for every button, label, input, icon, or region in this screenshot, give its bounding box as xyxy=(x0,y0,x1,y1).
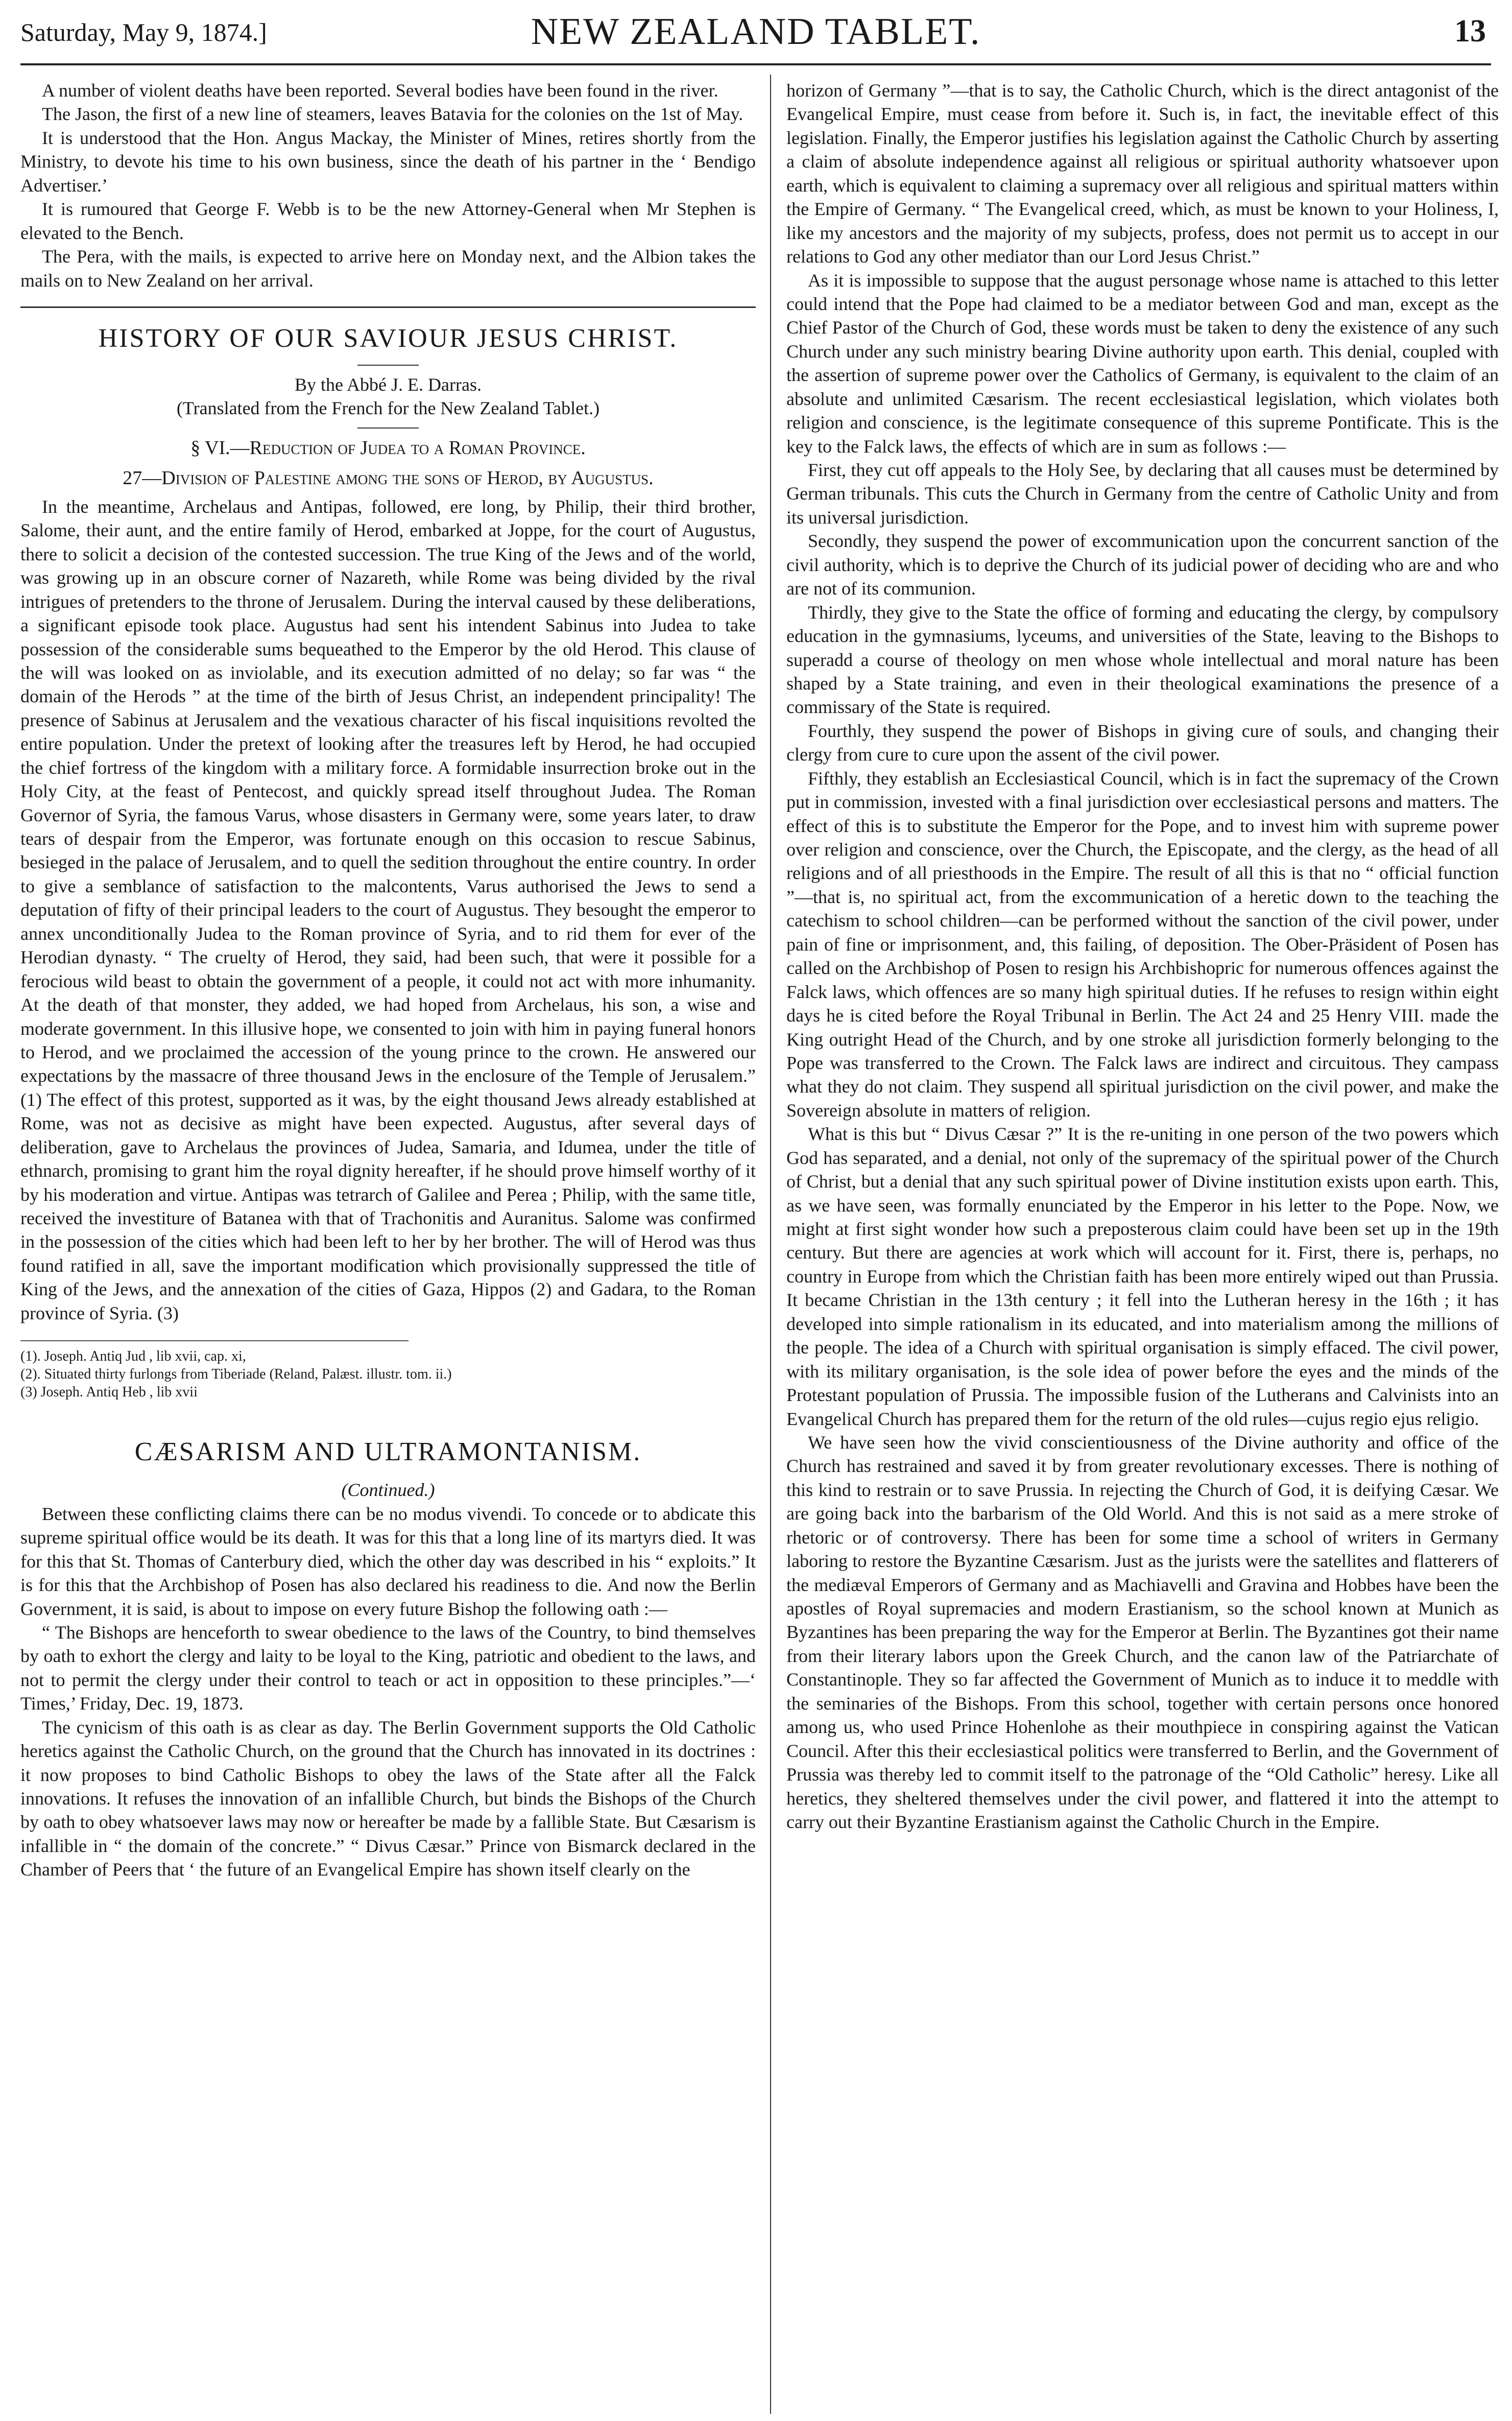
footnote: (1). Joseph. Antiq Jud , lib xvii, cap. xi, xyxy=(20,1348,246,1365)
article-paragraph: We have seen how the vivid conscientiousness of the Divine authority and office of the Church has restrained and saved it by from greater revolutionary excesses. There is nothing of this kind to restrain or to save Prussia. In rejecting the Church of God, it is deifying Cæsar. We are going back into the barbarism of the Old World. And this is not said as a mere stroke of rhetoric or of controversy. There has been for some time a school of writers in Germany laboring to restore the Byzantine Cæsarism. Just as the jurists were the satellites and flatterers of the mediæval Emperors of Germany and as Machiavelli and Gravina and Hobbes have been the apostles of Royal supremacies and modern Erastianism, so the school known at Munich as Byzantines has been preparing the way for the Emperor at Berlin. The Byzantines got their name from their literary labors upon the Greek Church, and the canon law of the Patriarchate of Constantinople. They so far affected the Government of Munich as to induce it to meddle with the seminaries of the Bishops. From this school, together with certain persons once honored among us, who used Prince Hohenlohe as their mouthpiece in conspiring against the Vatican Council. After this their ecclesiastical politics were transferred to Berlin, and the Government of Prussia was thereby led to commit itself to the patronage of the “Old Catholic” heresy. Like all heretics, they sheltered themselves under the civil power, and flattered it into the attempt to carry out their Byzantine Erastianism against the Catholic Church in the Empire. xyxy=(786,1432,1499,1832)
article-paragraph: What is this but “ Divus Cæsar ?” It is the re-uniting in one person of the two powers which God has separated, and a denial, not only of the supremacy of the spiritual power of the Church of Christ, but a denial that any such spiritual power of Divine institution exists upon earth. This, as we have seen, was formally enunciated by the Emperor in his letter to the Pope. Now, we might at first sight wonder how such a preposterous claim could have been set up in the 19th century. But there are agencies at work which will account for it. First, there is, perhaps, no country in Europe from which the Christian faith has been more entirely wiped out than Prussia. It became Christian in the 13th century ; it fell into the Lutheran heresy in the 16th ; it has developed into simple rationalism in its educated, and into materialism among the millions of the people. The idea of a Church with spiritual organisation is simply effaced. The civil power, with its military organisation, is the sole idea of power before the eyes and the minds of the Protestant population of Prussia. The impossible fusion of the Lutherans and Calvinists into an Evangelical Church has prepared them for the return of the old rules—cujus regio ejus religio. xyxy=(786,1124,1499,1429)
caesarism-paragraph: Between these conflicting claims there can be no modus vivendi. To concede or to abdicate this supreme spiritual office would be its death. It was for this that a long line of its martyrs died. It was for this that St. Thomas of Canterbury died, which the other day was described in his “ exploits.” It is for this that the Archbishop of Posen has also declared his readiness to die. And now the Berlin Government, it is said, is about to impose on every future Bishop the following oath :— xyxy=(20,1503,756,1619)
title-rule xyxy=(357,365,419,366)
history-byline: By the Abbé J. E. Darras. xyxy=(295,374,482,395)
oath-quote: “ The Bishops are henceforth to swear obedience to the laws of the Country, to bind themselves by oath to exhort the clergy and laity to be loyal to the King, patriotic and obedient to the laws, and not to permit the clergy under their control to teach or act in opposition to these principles.”—‘ Times,’ Friday, Dec. 19, 1873. xyxy=(20,1622,756,1714)
footnote: (2). Situated thirty furlongs from Tiberiade (Reland, Palæst. illustr. tom. ii.) xyxy=(20,1366,452,1383)
column-divider xyxy=(770,75,771,2414)
news-item: It is understood that the Hon. Angus Mackay, the Minister of Mines, retires shortly from the Ministry, to devote his time to his own business, since the death of his partner in the ‘ Bendigo Advertiser.’ xyxy=(20,127,756,196)
article-paragraph: Fourthly, they suspend the power of Bishops in giving cure of souls, and changing their clergy from cure to cure upon the assent of the civil power. xyxy=(786,720,1499,765)
article-paragraph: Thirdly, they give to the State the office of forming and educating the clergy, by compulsory education in the gymnasiums, lyceums, and universities of the State, leaving to the Bishops to superadd a course of theology on men whose whole intellectual and moral nature has been shaped by a State training, and even in their theological examinations the presence of a commissary of the State is required. xyxy=(786,602,1499,718)
history-paragraph: In the meantime, Archelaus and Antipas, followed, ere long, by Philip, their third brother, Salome, their aunt, and the entire family of Herod, embarked at Joppe, for the court of Augustus, there to solicit a decision of the contested succession. The true King of the Jews and of the world, was growing up in an obscure corner of Nazareth, while Rome was being divided by the rival intrigues of pretenders to the throne of Jerusalem. During the interval caused by these deliberations, a significant episode took place. Augustus had sent his intendent Sabinus into Judea to take possession of the considerable sums bequeathed to the Emperor by the old Herod. This clause of the will was looked on as inviolable, and its execution admitted of no delay; so far was “ the domain of the Herods ” at the time of the birth of Jesus Christ, an independent principality! The presence of Sabinus at Jerusalem and the vexatious character of his fiscal inquisitions revolted the entire population. Under the pretext of looking after the treasures left by Herod, he had occupied the chief fortress of the kingdom with a military force. A formidable insurrection broke out in the Holy City, at the feast of Pentecost, and quickly spread itself throughout Judea. The Roman Governor of Syria, the famous Varus, whose disasters in Germany were, some years later, to draw tears of despair from the Emperor, was fortunate enough on this occasion to rescue Sabinus, besieged in the palace of Jerusalem, and to quell the sedition throughout the entire country. In order to give a semblance of satisfaction to the malcontents, Varus authorised the Jews to send a deputation of fifty of their principal leaders to the court of Augustus. They besought the emperor to annex unconditionally Judea to the Roman province of Syria, and to rid them for ever of the Herodian dynasty. “ The cruelty of Herod, they said, had been such, that were it possible for a ferocious wild beast to obtain the government of a people, it could not act with more inhumanity. At the death of that monster, they added, we had hoped from Archelaus, his son, a wise and moderate government. In this illusive hope, we consented to join with him in paying funeral honors to Herod, and we proclaimed the accession of the young prince to the crown. He answered our expectations by the massacre of three thousand Jews in the enclosure of the Temple of Jerusalem.” (1) The effect of this protest, supported as it was, by the eight thousand Jews already established at Rome, was not as decisive as might have been expected. Augustus, after several days of deliberation, gave to Archelaus the provinces of Judea, Samaria, and Idumea, under the title of ethnarch, promising to grant him the royal dignity hereafter, if he should prove himself worthy of it by his moderation and virtue. Antipas was tetrarch of Galilee and Perea ; Philip, with the same title, received the investiture of Batanea with that of Trachonitis and Auranitus. Salome was confirmed in the possession of the cities which had been left to her by her brother. The will of Herod was thus found ratified in all, save the important modification which provisionally suppressed the title of King of the Jews, and the annexation of the cities of Gaza, Hippos (2) and Gadara, to the Roman province of Syria. (3) xyxy=(20,496,756,1323)
page-number: 13 xyxy=(1454,14,1486,49)
article-paragraph: Fifthly, they establish an Ecclesiastical Council, which is in fact the supremacy of the Crown put in commission, invested with a final jurisdiction over ecclesiastical persons and matters. The effect of this is to substitute the Emperor for the Pope, and to invest him with supreme power over religion and conscience, over the Church, the Episcopate, and the clergy, as the head of all religions and of all priesthoods in the Empire. The result of all this is that no “ official function ”—that is, no spiritual act, from the excommunication of a heretic down to the teaching the catechism to school children—can be performed without the sanction of the civil power, under pain of fine or imprisonment, and, this failing, of deposition. The Ober-Präsident of Posen has called on the Archbishop of Posen to resign his Archbishopric for numerous offences against the Falck laws, which offences are so many high spiritual duties. If he refuses to resign within eight days he is cited before the Royal Tribunal in Berlin. The Act 24 and 25 Henry VIII. made the King outright Head of the Church, and by one stroke all jurisdiction formerly belonging to the Pope was transferred to the Crown. The Falck laws are indirect and circuitous. They campass what they do not claim. They suspend all spiritual jurisdiction on the civil power, and make the Sovereign absolute in matters of religion. xyxy=(786,768,1499,1121)
masthead-title: NEW ZEALAND TABLET. xyxy=(531,11,981,53)
footnote: (3) Joseph. Antiq Heb , lib xvii xyxy=(20,1384,198,1401)
news-item: It is rumoured that George F. Webb is to be the new Attorney-General when Mr Stephen is elevated to the Bench. xyxy=(20,199,756,243)
continued-label: (Continued.) xyxy=(341,1480,435,1501)
history-translation-note: (Translated from the French for the New Zealand Tablet.) xyxy=(176,398,600,419)
caesarism-title: CÆSARISM AND ULTRAMONTANISM. xyxy=(134,1437,642,1467)
article-paragraph: Secondly, they suspend the power of excommunication upon the concurrent sanction of the civil authority, which is to deprive the Church of its judicial power of deciding who are and who are not of its communion. xyxy=(786,531,1499,599)
page-header xyxy=(20,7,1491,65)
issue-date: Saturday, May 9, 1874.] xyxy=(20,18,267,46)
section-rule xyxy=(20,306,756,308)
article-paragraph: horizon of Germany ”—that is to say, the Catholic Church, which is the direct antagonist of the Evangelical Empire, must cease from before it. Such is, in fact, the inevitable effect of this legislation. Finally, the Emperor justifies his legislation against the Catholic Church by asserting a claim of absolute independence against all religious or spiritual authority whatsoever upon earth, which is equivalent to claiming a supremacy over all religious and spiritual matters within the Empire of Germany. “ The Evangelical creed, which, as must be known to your Holiness, I, like my ancestors and the majority of my subjects, profess, does not permit us to accept in our relations to God any other mediator than our Lord Jesus Christ.” xyxy=(786,80,1499,267)
news-item: The Pera, with the mails, is expected to arrive here on Monday next, and the Albion takes the mails on to New Zealand on her arrival. xyxy=(20,246,756,291)
article-paragraph: First, they cut off appeals to the Holy See, by declaring that all causes must be determined by German tribunals. This cuts the Church in Germany from the centre of Catholic Unity and from its universal jurisdiction. xyxy=(786,460,1499,528)
right-column xyxy=(786,79,1499,2413)
news-item: A number of violent deaths have been reported. Several bodies have been found in the river. xyxy=(42,80,718,101)
footnote-rule xyxy=(20,1340,409,1341)
article-paragraph: As it is impossible to suppose that the august personage whose name is attached to this letter could intend that the Pope had claimed to be a mediator between God and man, except as the Chief Pastor of the Church of God, these words must be taken to deny the existence of any such Church under any such ministry bearing Divine authority upon earth. This denial, coupled with the assertion of supreme power over the Catholics of Germany, is equivalent to the claim of an absolute and unlimited Cæsarism. The recent ecclesiastical legislation, which violates both religion and conscience, is the legitimate consequence of this supreme Pontificate. This is the key to the Falck laws, the effects of which are in sum as follows :— xyxy=(786,270,1499,457)
caesarism-paragraph: The cynicism of this oath is as clear as day. The Berlin Government supports the Old Catholic heretics against the Catholic Church, on the ground that the Church has innovated in its doctrines : it now proposes to bind Catholic Bishops to obey the laws of the State after all the Falck innovations. It refuses the innovation of an infallible Church, but binds the Bishops of the Church by oath to obey whatsoever laws may now or hereafter be made by a fallible State. But Cæsarism is infallible in “ the domain of the concrete.” “ Divus Cæsar.” Prince von Bismarck declared in the Chamber of Peers that ‘ the future of an Evangelical Empire has shown itself clearly on the xyxy=(20,1717,756,1880)
subsection-heading: 27—Division of Palestine among the sons of Herod, by Augustus. xyxy=(123,467,654,489)
left-column xyxy=(20,79,756,2413)
news-item: The Jason, the first of a new line of steamers, leaves Batavia for the colonies on the 1st of May. xyxy=(42,104,743,125)
section-heading: § VI.—Reduction of Judea to a Roman Province. xyxy=(190,437,586,459)
history-title: HISTORY OF OUR SAVIOUR JESUS CHRIST. xyxy=(98,323,678,353)
title-rule xyxy=(357,428,419,429)
